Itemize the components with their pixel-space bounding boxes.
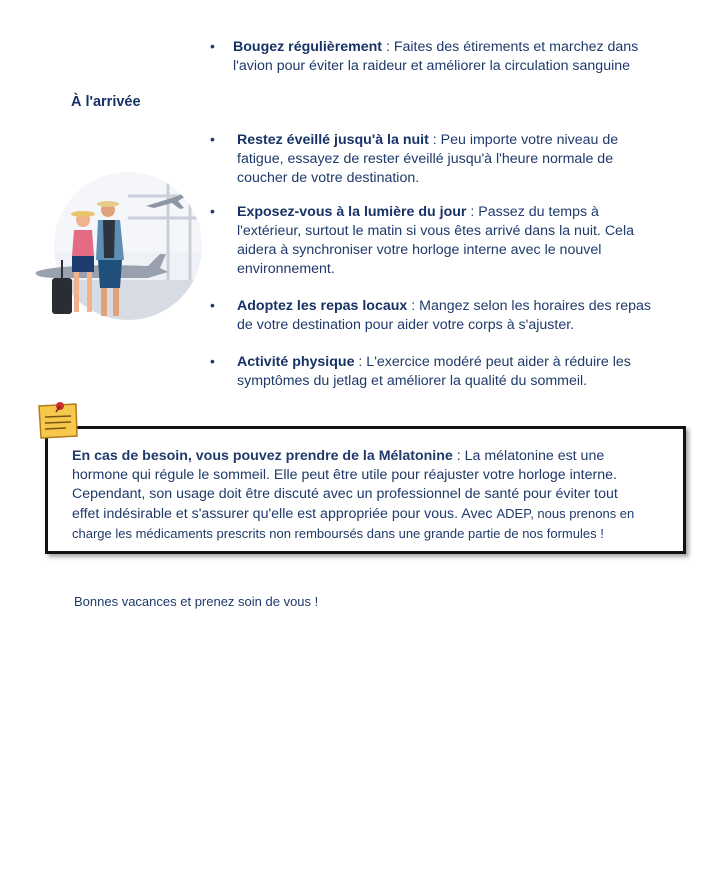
bullet-dot: • [210, 203, 215, 219]
arrival-heading: À l'arrivée [71, 94, 141, 110]
bullet-local-meals-text: Adoptez les repas locaux : Mangez selon les horaires des repas de votre destination pour aider votre corps à s'ajuster. [237, 298, 651, 333]
bullet-dot: • [210, 297, 215, 313]
melatonin-note-box [45, 426, 686, 554]
bullet-dot: • [210, 38, 215, 54]
bullet-physical-activity-title: Activité physique [237, 354, 355, 370]
melatonin-note-title: En cas de besoin, vous pouvez prendre de la Mélatonine [72, 448, 453, 464]
travelers-illustration [28, 168, 203, 328]
bullet-dot: • [210, 353, 215, 369]
melatonin-note-text: En cas de besoin, vous pouvez prendre de la Mélatonine : La mélatonine est une hormone qui régule le sommeil. Elle peut être utile pour réajuster votre horloge interne. Cependant, son usage doit être discuté avec un professionnel de santé pour éviter tout effet indésirable et s'assurer qu'elle est appropriée pour vous. Avec ADEP, nous prenons en charge les médicaments prescrits non remboursés dans une grande partie de nos formules ! [72, 448, 635, 541]
bullet-moving-title: Bougez régulièrement [233, 39, 382, 55]
bullet-local-meals-title: Adoptez les repas locaux [237, 298, 408, 314]
bullet-daylight-title: Exposez-vous à la lumière du jour [237, 204, 467, 220]
bullet-stay-awake-title: Restez éveillé jusqu'à la nuit [237, 132, 429, 148]
closing-message: Bonnes vacances et prenez soin de vous ! [74, 594, 319, 609]
bullet-stay-awake-text: Restez éveillé jusqu'à la nuit : Peu importe votre niveau de fatigue, essayez de rester éveillé jusqu'à l'heure normale de coucher de votre destination. [237, 132, 619, 186]
bullet-dot: • [210, 131, 215, 147]
bullet-moving-text: Bougez régulièrement : Faites des étirements et marchez dans l'avion pour éviter la raideur et améliorer la circulation sanguine [233, 39, 639, 74]
bullet-physical-activity-text: Activité physique : L'exercice modéré peut aider à réduire les symptômes du jetlag et améliorer la qualité du sommeil. [237, 354, 631, 389]
pinned-note-icon [36, 400, 80, 442]
bullet-daylight-text: Exposez-vous à la lumière du jour : Passez du temps à l'extérieur, surtout le matin si vous êtes arrivé dans la nuit. Cela aidera à synchroniser votre horloge interne avec le nouvel environnement. [237, 204, 634, 277]
